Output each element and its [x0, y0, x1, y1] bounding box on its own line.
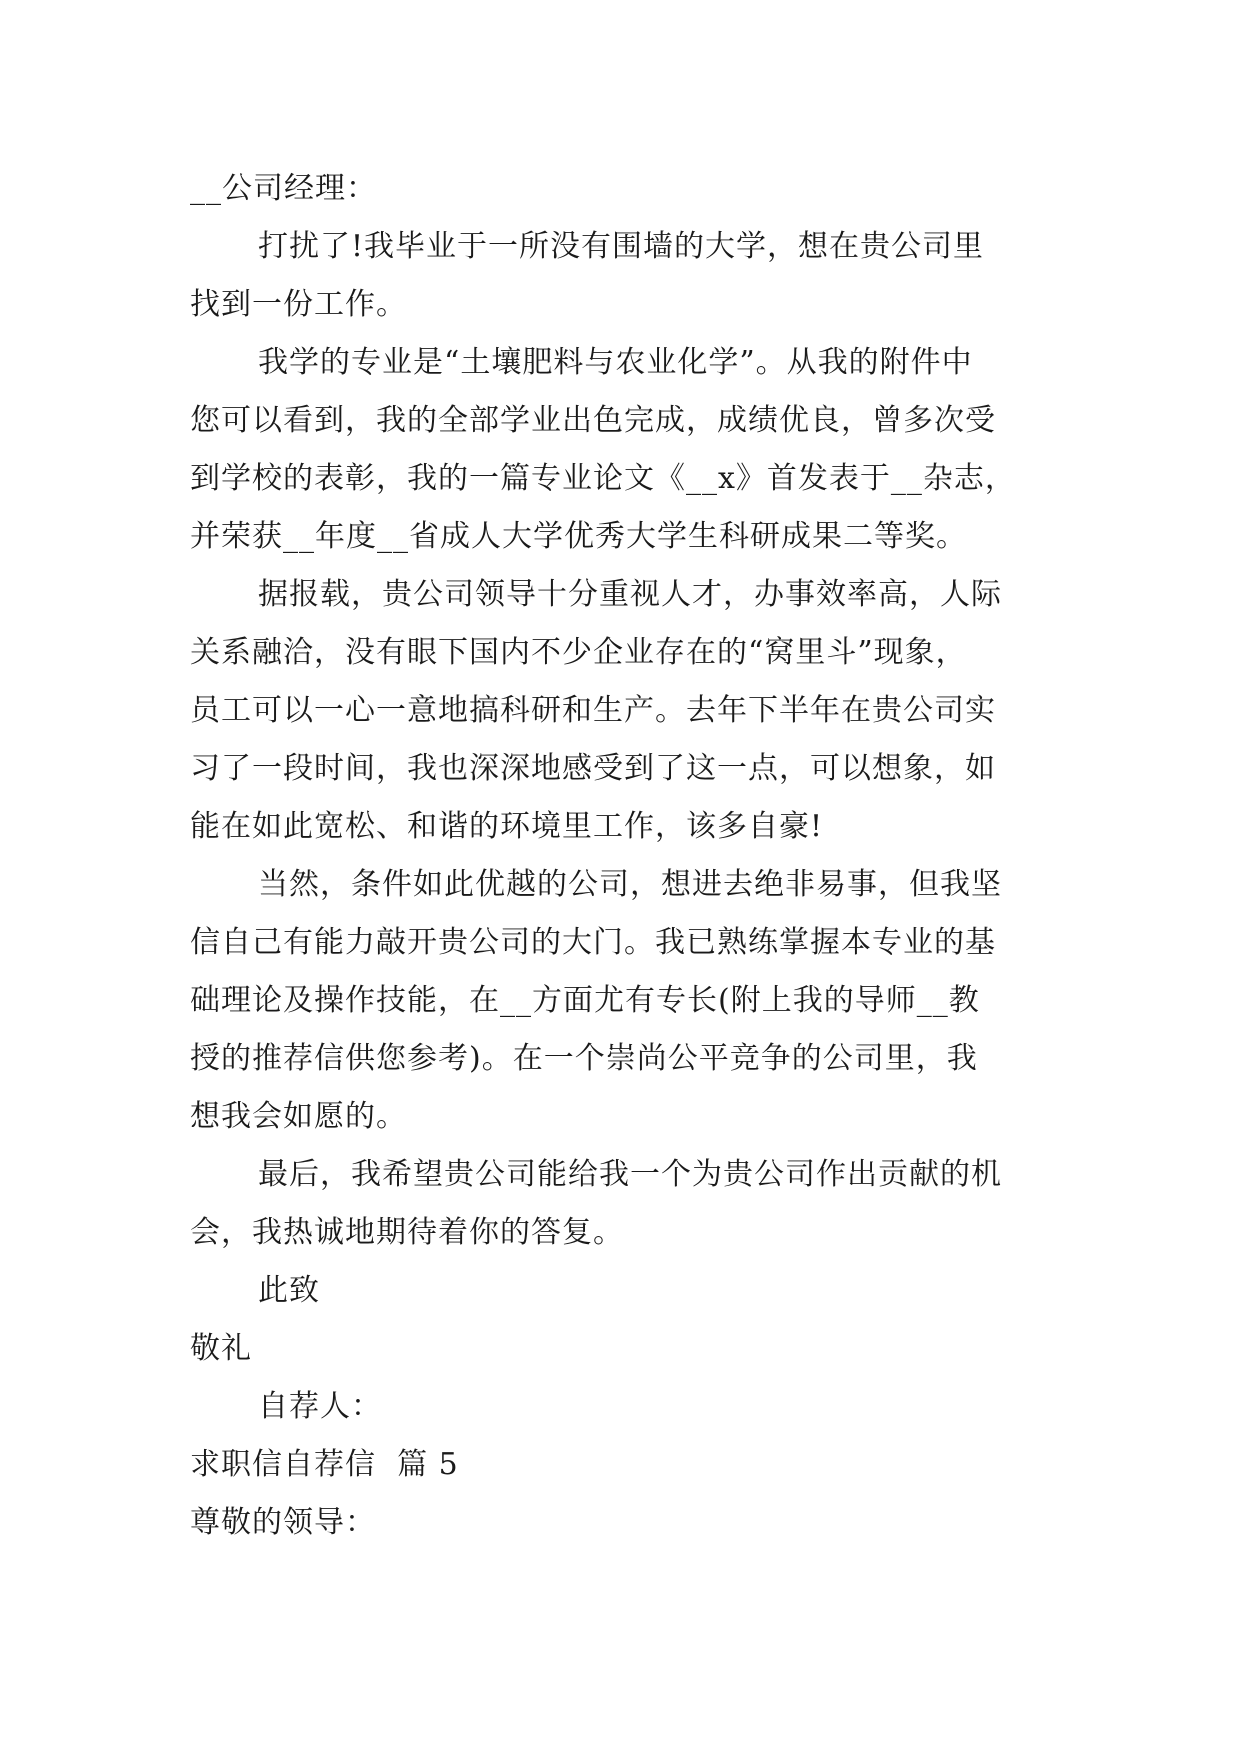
paragraph-3-line-4: 习了一段时间，我也深深地感受到了这一点，可以想象，如	[190, 751, 996, 786]
paragraph-2-line-1: 我学的专业是“土壤肥料与农业化学”。从我的附件中	[258, 345, 973, 380]
paragraph-1-line-2: 找到一份工作。	[190, 287, 407, 322]
paragraph-4-line-5: 想我会如愿的。	[190, 1099, 407, 1134]
paragraph-4-line-2: 信自己有能力敲开贵公司的大门。我已熟练掌握本专业的基	[190, 925, 996, 960]
closing-line-2: 敬礼	[190, 1331, 252, 1366]
paragraph-2-line-4: 并荣获__年度__省成人大学优秀大学生科研成果二等奖。	[190, 519, 967, 554]
paragraph-3-line-2: 关系融洽，没有眼下国内不少企业存在的“窝里斗”现象，	[190, 635, 967, 670]
paragraph-5-line-1: 最后，我希望贵公司能给我一个为贵公司作出贡献的机	[258, 1157, 1002, 1192]
paragraph-4-line-3: 础理论及操作技能，在__方面尤有专长(附上我的导师__教	[190, 983, 980, 1018]
closing-line-1: 此致	[258, 1273, 320, 1308]
signature-label: 自荐人：	[258, 1389, 382, 1424]
salutation: __公司经理：	[190, 171, 377, 206]
paragraph-3-line-1: 据报载，贵公司领导十分重视人才，办事效率高，人际	[258, 577, 1002, 612]
paragraph-3-line-3: 员工可以一心一意地搞科研和生产。去年下半年在贵公司实	[190, 693, 996, 728]
paragraph-4-line-1: 当然，条件如此优越的公司，想进去绝非易事，但我坚	[258, 867, 1002, 902]
paragraph-3-line-5: 能在如此宽松、和谐的环境里工作，该多自豪!	[190, 809, 824, 844]
next-letter-salutation: 尊敬的领导：	[190, 1505, 376, 1540]
letter-body	[190, 160, 1050, 1552]
next-letter-title: 求职信自荐信 篇 5	[190, 1447, 459, 1482]
paragraph-2-line-2: 您可以看到，我的全部学业出色完成，成绩优良，曾多次受	[190, 403, 996, 438]
paragraph-4-line-4: 授的推荐信供您参考)。在一个崇尚公平竞争的公司里，我	[190, 1041, 978, 1076]
paragraph-1-line-1: 打扰了!我毕业于一所没有围墙的大学，想在贵公司里	[258, 229, 985, 264]
paragraph-5-line-2: 会，我热诚地期待着你的答复。	[190, 1215, 624, 1250]
paragraph-2-line-3: 到学校的表彰，我的一篇专业论文《__x》首发表于__杂志，	[190, 461, 1016, 496]
